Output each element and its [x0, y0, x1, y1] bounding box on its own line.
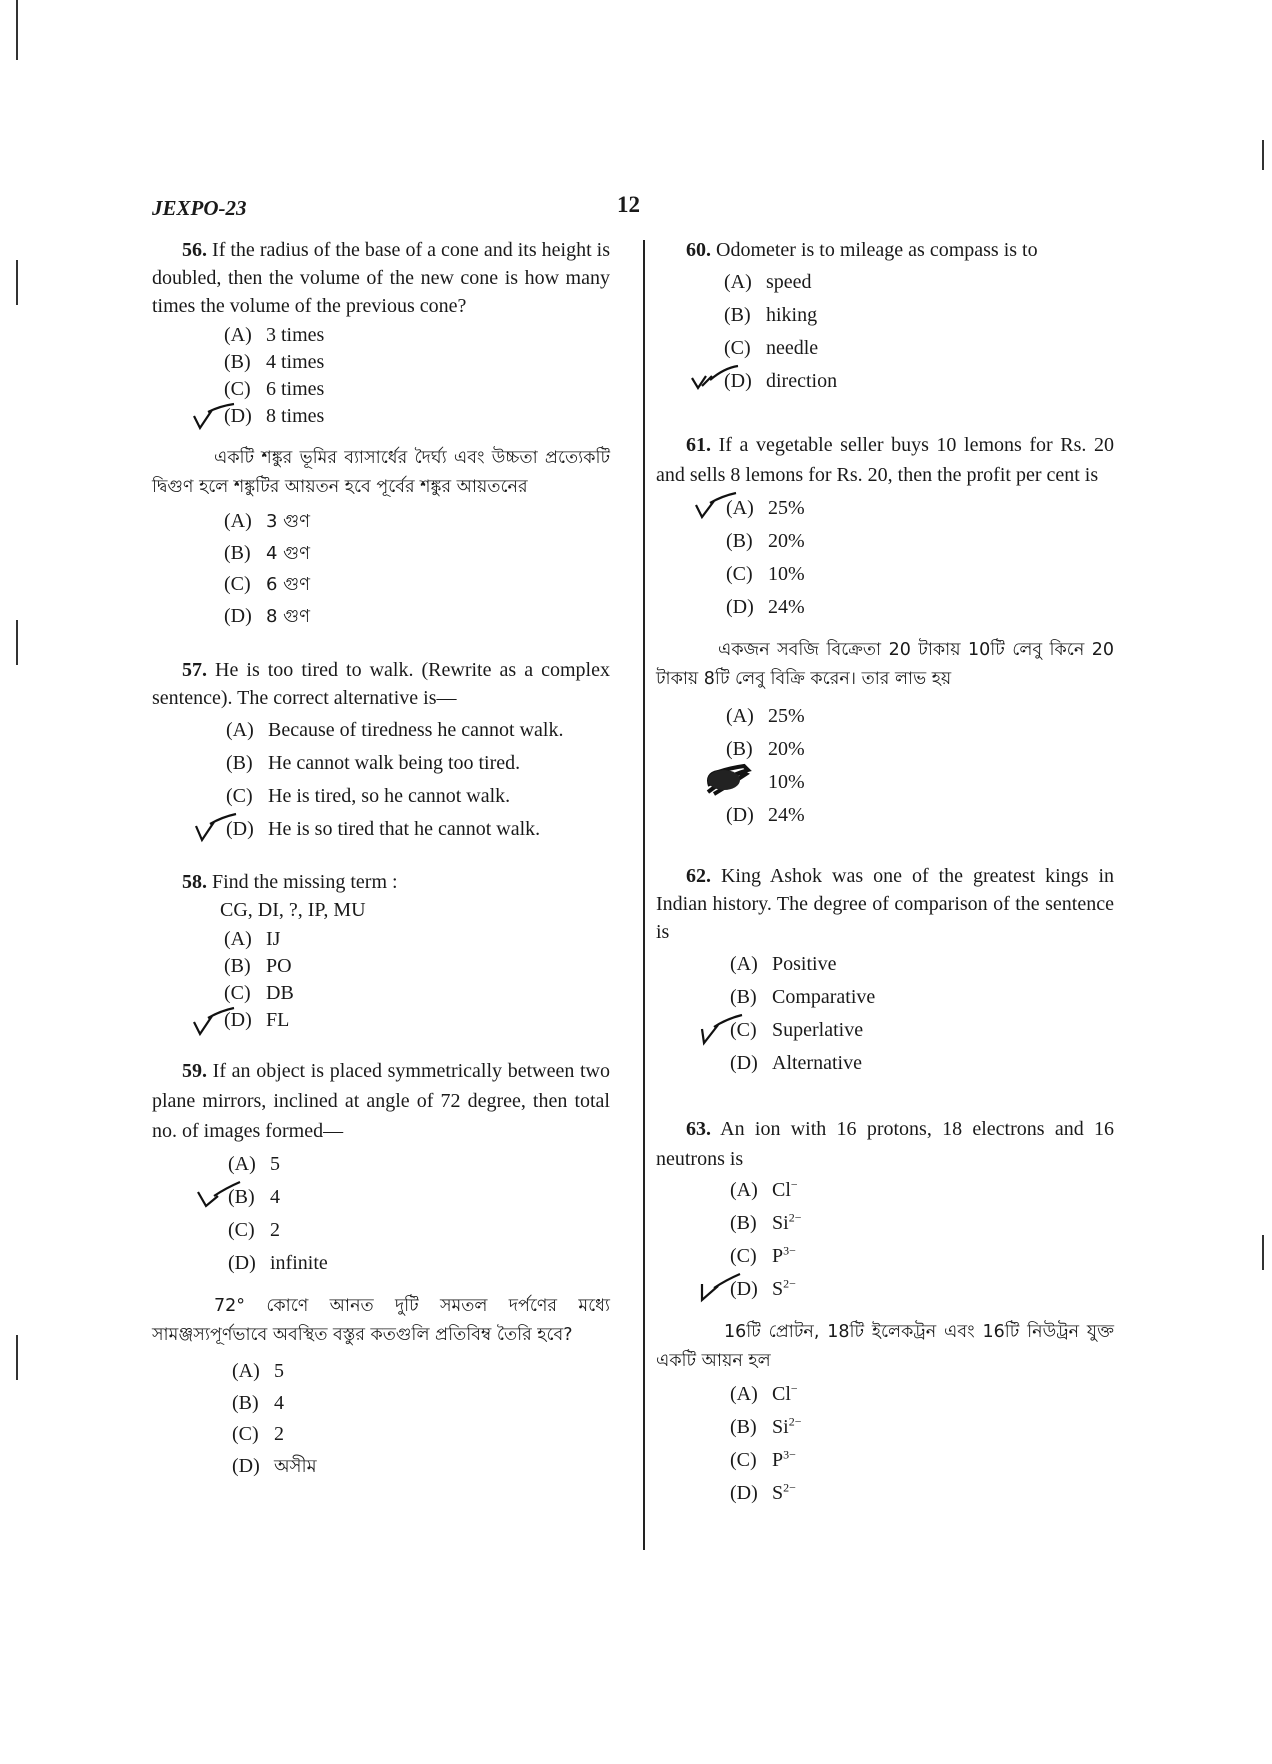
question-stem — [656, 862, 1114, 946]
option-d: (D) FL — [224, 1007, 610, 1034]
bengali-option-c: (C) 6 গুণ — [224, 573, 311, 595]
letter-series: CG, DI, ?, IP, MU — [220, 899, 366, 921]
option-c: (C) Superlative — [730, 1014, 1114, 1047]
option-a: (A) 3 times — [224, 324, 325, 346]
option-b: (B) 4 times — [224, 351, 325, 373]
question-number: 61. — [686, 434, 711, 456]
bengali-option-c: (C) $P^{3-}$ — [730, 1447, 796, 1471]
bengali-option-c: (C) 2 — [232, 1423, 284, 1445]
option-list — [152, 322, 610, 430]
question-60 — [656, 236, 1114, 398]
option-c: (C) 6 times — [224, 378, 325, 400]
bengali-question-text: 72° কোণে আনত দুটি সমতল দর্পণের মধ্যে সামঞ্জস্যপূর্ণভাবে অবস্থিত বস্তুর কতগুলি প্রতিবিম্ব তৈরি হবে? — [152, 1296, 610, 1345]
option-a: (A) 25% — [726, 492, 1114, 525]
question-text: King Ashok was one of the greatest kings in Indian history. The degree of comparison of the sentence is — [656, 865, 1114, 943]
question-number: 62. — [686, 865, 711, 887]
option-b: (B) 20% — [726, 530, 805, 552]
bengali-question-text: 16টি প্রোটন, 18টি ইলেকট্রন এবং 16টি নিউট্রন যুক্ত একটি আয়ন হল — [656, 1322, 1114, 1371]
question-stem — [152, 236, 610, 320]
option-c: (C) He is tired, so he cannot walk. — [226, 785, 511, 807]
option-a: (A) Positive — [730, 953, 837, 975]
scan-edge-mark — [16, 1335, 18, 1380]
question-number: 56. — [182, 239, 207, 261]
question-text: If an object is placed symmetrically between two plane mirrors, inclined at angle of 72 degree, then total no. of images formed— — [152, 1060, 610, 1142]
option-b: (B) He cannot walk being too tired. — [226, 752, 521, 774]
answer-tick-mark — [192, 814, 244, 842]
option-a: (A) Cl− — [730, 1177, 798, 1201]
bengali-option-d: (D) 8 গুণ — [224, 604, 311, 627]
scan-edge-mark — [16, 260, 18, 305]
bengali-question-text: একজন সবজি বিক্রেতা 20 টাকায় 10টি লেবু কিনে 20 টাকায় 8টি লেবু বিক্রি করেন। তার লাভ হয় — [656, 640, 1114, 689]
answer-tick-mark — [696, 1015, 748, 1043]
question-number: 63. — [686, 1118, 711, 1140]
option-d: (D) $S^{2-}$ — [730, 1273, 1114, 1306]
question-stem — [152, 868, 610, 896]
bengali-option-d: (D) 24% — [726, 804, 805, 826]
question-stem — [152, 656, 610, 712]
question-number: 58. — [182, 871, 207, 893]
option-list — [152, 1148, 610, 1280]
option-a: (A) Because of tiredness he cannot walk. — [226, 719, 564, 741]
answer-tick-mark — [190, 404, 242, 432]
bengali-option-a: (A) 3 গুণ — [224, 510, 311, 532]
question-62 — [656, 862, 1114, 1080]
bengali-option-list — [152, 506, 610, 632]
right-column — [656, 236, 1114, 1510]
question-56 — [152, 236, 610, 632]
bengali-option-b: (B) 4 গুণ — [224, 541, 311, 564]
option-b: (B) PO — [224, 955, 292, 977]
option-list — [656, 948, 1114, 1080]
answer-tick-mark — [692, 493, 744, 521]
bengali-option-a: (A) 25% — [726, 705, 805, 727]
option-c: (C) $P^{3-}$ — [730, 1243, 796, 1267]
option-b: (B) Comparative — [730, 986, 876, 1008]
option-c: (C) 2 — [228, 1219, 280, 1241]
page-number: 12 — [617, 192, 640, 217]
question-59 — [152, 1056, 610, 1482]
option-list — [656, 492, 1114, 624]
answer-tick-mark — [690, 366, 742, 394]
question-stem — [152, 1056, 610, 1146]
scan-edge-mark — [1262, 140, 1264, 170]
option-d: (D) 8 times — [224, 403, 610, 430]
option-list — [656, 266, 1114, 398]
scan-edge-mark — [1262, 1235, 1264, 1270]
option-a: (A) IJ — [224, 928, 281, 950]
answer-tick-mark — [190, 1008, 242, 1036]
bengali-option-list — [656, 1378, 1114, 1510]
answer-tick-mark — [696, 1274, 748, 1302]
question-text: Find the missing term : — [212, 871, 398, 893]
question-stem — [656, 1114, 1114, 1174]
option-d: (D) Alternative — [730, 1052, 862, 1074]
option-b: (B) hiking — [724, 304, 818, 326]
bengali-option-a: (A) 5 — [232, 1360, 284, 1382]
question-stem — [656, 236, 1114, 264]
left-column — [152, 236, 610, 1482]
bengali-option-d: (D) অসীম — [232, 1454, 317, 1477]
scan-edge-mark — [16, 620, 18, 665]
question-number: 60. — [686, 239, 711, 261]
question-number: 59. — [182, 1060, 207, 1082]
bengali-option-b: (B) 4 — [232, 1391, 284, 1414]
option-c: (C) 10% — [726, 563, 805, 585]
option-d: (D) He is so tired that he cannot walk. — [226, 813, 610, 846]
question-text: An ion with 16 protons, 18 electrons and 16 neutrons is — [656, 1118, 1114, 1170]
bengali-option-list — [656, 700, 1114, 832]
option-list — [656, 1174, 1114, 1306]
option-d: (D) infinite — [228, 1252, 328, 1274]
option-c: (C) DB — [224, 982, 294, 1004]
option-a: (A) 5 — [228, 1153, 280, 1175]
option-d: (D) direction — [724, 365, 1114, 398]
bengali-option-b: (B) 20% — [726, 738, 805, 760]
question-text: Odometer is to mileage as compass is to — [716, 239, 1038, 261]
bengali-option-d: (D) $S^{2-}$ — [730, 1480, 796, 1504]
option-a: (A) speed — [724, 271, 812, 293]
option-d: (D) 24% — [726, 596, 805, 618]
option-b: (B) $Si^{2-}$ — [730, 1210, 802, 1234]
bengali-option-list — [152, 1356, 610, 1482]
question-text: He is too tired to walk. (Rewrite as a complex sentence). The correct alternative is— — [152, 659, 610, 709]
question-text: If a vegetable seller buys 10 lemons for Rs. 20 and sells 8 lemons for Rs. 20, then the profit per cent is — [656, 434, 1114, 486]
scan-edge-mark — [16, 0, 18, 60]
bengali-option-a: (A) Cl− — [730, 1381, 798, 1405]
exam-code: JEXPO-23 — [152, 196, 247, 220]
bengali-option-b: (B) $Si^{2-}$ — [730, 1414, 802, 1438]
question-stem — [656, 430, 1114, 490]
column-divider — [643, 240, 645, 1550]
question-61 — [656, 430, 1114, 832]
option-list — [152, 714, 610, 846]
option-b: (B) 4 — [228, 1181, 610, 1214]
question-number: 57. — [182, 659, 207, 681]
question-63 — [656, 1114, 1114, 1510]
option-list — [152, 926, 610, 1034]
bengali-option-c: 10% — [726, 766, 1114, 799]
option-c: (C) needle — [724, 337, 819, 359]
question-58 — [152, 868, 610, 1034]
question-57 — [152, 656, 610, 846]
bengali-question-text: একটি শঙ্কুর ভূমির ব্যাসার্ধের দৈর্ঘ্য এবং উচ্চতা প্রত্যেকটি দ্বিগুণ হলে শঙ্কুটির আয়তন হবে পূর্বের শঙ্কুর আয়তনের — [152, 448, 610, 497]
question-text: If the radius of the base of a cone and its height is doubled, then the volume of the new cone is how many times the volume of the previous cone? — [152, 239, 611, 317]
scribble-mark — [704, 764, 754, 796]
answer-tick-mark — [194, 1182, 246, 1210]
